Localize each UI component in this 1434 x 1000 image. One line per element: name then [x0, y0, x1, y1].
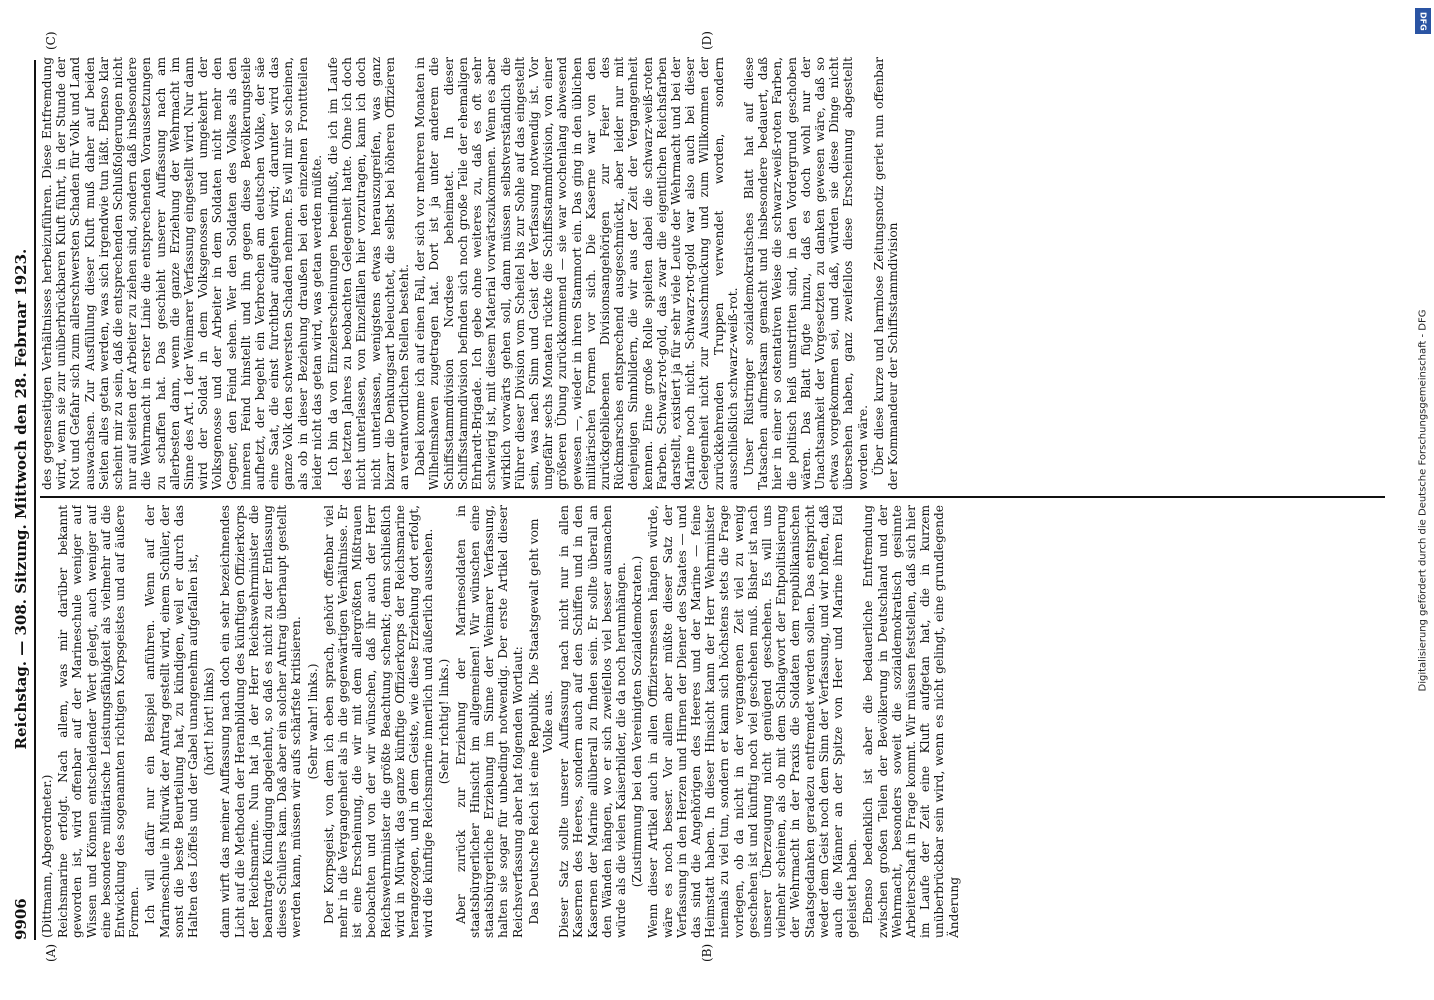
- digitization-watermark: [1412, 0, 1434, 1000]
- session-title: Reichstag. — 308. Sitzung. Mittwoch den 28. Februar 1923.: [12, 248, 30, 750]
- interjection: (hört! hört! links): [202, 667, 217, 776]
- margin-marker-a: (A): [44, 943, 58, 962]
- dfg-logo: DFG: [1415, 8, 1431, 34]
- paragraph: Aber zurück zur Erziehung der Marinesoldaten in staatsbürgerlicher Hinsicht im allgemeinen! Wir wünschen eine staatsbürgerliche Erziehung im Sinne der Weimarer Verfassung, halten sie sogar für unbedingt notwendig. Der erste Artikel dieser Reichsverfassung aber hat folgenden Wortlaut:: [453, 505, 525, 938]
- paragraph: Dieser Satz sollte unserer Auffassung nach nicht nur in allen Kasernen des Heeres, sondern auch auf den Schiffen und in den Kasernen der Marine allüberall zu finden sein. Er sollte überall an den Wänden hängen, wo er sich zweifellos viel besser ausmachen würde als die vielen Kaiserbilder, die da noch herumhängen.: [557, 505, 628, 938]
- quotation: Das Deutsche Reich ist eine Republik. Die Staatsgewalt geht vom Volke aus.: [526, 518, 555, 925]
- paragraph: Der Korpsgeist, von dem ich eben sprach, gehört offenbar viel mehr in die Vergangenheit als in die gegenwärtigen Verhältnisse. Er ist eine Erscheinung, die wir mit dem allergrößten Mißtrauen beobachten und von der wir wünschen, daß ihr auch der Herr Reichswehrminister die größte Beachtung schenkt; denn schließlich wird in Mürwik das ganze künftige Offizierkorps der Reichsmarine herangezogen, und in dem Geiste, wie diese Erziehung dort erfolgt, wird die künftige Reichsmarine innerlich und äußerlich aussehen.: [321, 505, 436, 938]
- left-text-column: [40, 505, 1390, 938]
- interjection: (Sehr wahr! links.): [305, 663, 320, 780]
- paragraph: dann wirft das meiner Auffassung nach doch ein sehr bezeichnendes Licht auf die Methoden der Heranbildung des künftigen Offizierkorps der Reichsmarine. Nun hat ja der Herr Reichswehrminister die beantragte Kündigung abgelehnt, so daß es nicht zu der Entlassung dieses Schülers kam. Daß aber ein solcher Antrag überhaupt gestellt werden kann, müssen wir aufs schärfste kritisieren.: [218, 505, 304, 938]
- paragraph: Reichsmarine erfolgt. Nach allem, was mir darüber bekannt geworden ist, wird offenbar auf der Marineschule weniger auf Wissen und Können entscheidender Wert gelegt, auch weniger auf eine besondere militärische Leistungsfähigkeit als vielmehr auf die Entwicklung des sogenannten richtigen Korpsgeistes und auf äußere Formen.: [56, 505, 142, 938]
- interjection: (Zustimmung bei den Vereinigten Sozialdemokraten.): [630, 555, 645, 888]
- paragraph: Unser Rüstringer sozialdemokratisches Blatt hat auf diese Tatsachen aufmerksam gemacht und insbesondere bedauert, daß hier in einer so ostentativen Weise die schwarz-weiß-roten Farben, die politisch heiß umstritten sind, in den Vordergrund geschoben wären. Das Blatt fügte hinzu, daß es doch wohl nur der Unachtsamkeit der Vorgesetzten zu danken gewesen wäre, daß so etwas vorgekommen sei, und daß, würden sie diese Dinge nicht übersehen haben, ganz zweifellos diese Erscheinung abgestellt worden wäre.: [741, 57, 870, 490]
- paragraph: Wenn dieser Artikel auch in allen Offiziersmessen hängen würde, wäre es noch besser. Vor allem aber müßte dieser Satz der Verfassung in den Herzen und Hirnen der Diener des Staates — und das sind die Angehörigen des Heeres und der Marine — feine Heimstatt haben. In dieser Hinsicht kann der Herr Wehrminister niemals zu viel tun, sondern er kann sich höchstens stets die Frage vorlegen, ob da nicht in der vergangenen Zeit viel zu wenig geschehen ist und künftig noch viel geschehen muß. Bisher ist nach unserer Überzeugung nicht genügend geschehen. Es will uns vielmehr scheinen, als ob mit dem Schlagwort der Entpolitisierung der Wehrmacht in der Praxis die Soldaten dem republikanischen Staatsgedanken geradezu entfremdet werden sollen. Das entspricht weder dem Geist noch dem Sinn der Verfassung, und wir hoffen, daß auch die Männer an der Spitze von Heer und Marine ihren Eid geleistet haben.: [646, 505, 860, 938]
- interjection: (Sehr richtig! links.): [437, 658, 452, 785]
- page-number: 9906: [12, 898, 30, 940]
- column-divider: [40, 496, 1385, 498]
- paragraph: des gegenseitigen Verhältnisses herbeizuführen. Diese Entfremdung wird, wenn sie zur unüberbrückbaren Kluft führt, in der Stunde der Not und Gefahr sich zum allerschwersten Schaden für Volk und Land auswachsen. Zur Ausfüllung dieser Kluft muß daher auf beiden Seiten alles getan werden, was sich irgendwie tun läßt. Ebenso klar scheint mir zu sein, daß die entsprechenden Schlußfolgerungen nicht nur auf seiten der Arbeiter zu ziehen sind, sondern daß insbesondere die Wehrmacht in erster Linie die entsprechenden Voraussetzungen zu schaffen hat. Das geschieht unserer Auffassung nach am allerbesten dann, wenn die ganze Erziehung der Wehrmacht im Sinne des Art. 1 der Weimarer Verfassung eingestellt wird. Nur dann wird der Soldat in dem Volksgenossen und umgekehrt der Volksgenosse und der Arbeiter in dem Soldaten nicht mehr den Gegner, den Feind sehen. Wer den Soldaten des Volkes als den inneren Feind hinstellt und ihn gegen diese Bevölkerungsteile aufhetzt, der begeht ein Verbrechen am deutschen Volke, der säe eine Saat, die einst furchtbar aufgehen wird; darunter wird das ganze Volk den schwersten Schaden nehmen. Es will mir so scheinen, als ob in dieser Beziehung draußen bei den einzelnen Fronttteilen leider nicht das getan wird, was getan werden müßte.: [40, 57, 324, 490]
- watermark-text: Digitalisierung gefördert durch die Deutsche Forschungsgemeinschaft - DFG: [1417, 308, 1429, 692]
- margin-marker-c: (C): [44, 31, 58, 50]
- paragraph: Ich will dafür nur ein Beispiel anführen. Wenn auf der Marineschule in Mürwik der Antrag gestellt wird, einem Schüler, der sonst die beste Beurteilung hat, zu kündigen, weil er durch das Halten des Löffels und der Gabel unangenehm aufgefallen ist,: [143, 505, 201, 938]
- paragraph: Ich bin da von Einzelerscheinungen beeinflußt, die ich im Laufe des letzten Jahres zu beobachten Gelegenheit hatte. Ohne ich doch nicht unterlassen, von Einzelfällen hier vorzutragen, kann ich doch nicht unterlassen, wenigstens etwas herauszugreifen, was ganz bizarr die Denkungsart beleuchtet, die selbst bei höheren Offizieren an verantwortlichen Stellen besteht.: [326, 57, 412, 490]
- margin-marker-b: (B): [700, 943, 714, 962]
- paragraph: Ebenso bedenklich ist aber die bedauerliche Entfremdung zwischen großen Teilen der Bevölkerung in Deutschland und der Wehrmacht, besonders soweit die sozialdemokratisch gesinnte Arbeiterschaft in Frage kommt. Wir müssen feststellen, daß sich hier im Laufe der Zeit eine Kluft aufgetan hat, die in kurzem unüberbrückbar sein wird, wenn es nicht gelingt, eine grundlegende Änderung: [861, 505, 961, 938]
- margin-marker-d: (D): [700, 31, 714, 50]
- paragraph: Über diese kurze und harmlose Zeitungsnotiz geriet nun offenbar der Kommandeur der Schiffsstammdivision: [871, 57, 900, 490]
- right-text-column: [40, 57, 1390, 490]
- speaker-line: (Dittmann, Abgeordneter.): [40, 774, 54, 938]
- paragraph: Dabei komme ich auf einen Fall, der sich vor mehreren Monaten in Wilhelmshaven zugetragen hat. Dort ist ja unter anderem die Schiffsstammdivision Nordsee beheimatet. In dieser Schiffsstammdivision befinden sich noch große Teile der ehemaligen Ehrhardt-Brigade. Ich gebe ohne weiteres zu, daß es oft sehr schwierig ist, mit diesem Material vorwärtszukommen. Wenn es aber wirklich vorwärts gehen soll, dann müssen selbstverständlich die Führer dieser Division vom Scheitel bis zur Sohle auf das eingestellt sein, was nach Sinn und Geist der Verfassung notwendig ist. Vor ungefähr sechs Monaten rückte die Schiffsstammdivision, von einer größeren Übung zurückkommend — sie war wochenlang abwesend gewesen —, wieder in ihren Stammort ein. Das ging in den üblichen militärischen Formen vor sich. Die Kaserne war von den zurückgebliebenen Divisionsangehörigen zur Feier des Rückmarsches entsprechend ausgeschmückt, aber leider nur mit denjenigen Sinnbildern, die wir aus der Zeit der Vergangenheit kennen. Eine große Rolle spielten dabei die schwarz-weiß-roten Farben. Schwarz-rot-gold, das zwar die eigentlichen Reichsfarben darstellt, existiert ja für sehr viele Leute der Wehrmacht und bei der Marine noch nicht. Schwarz-rot-gold war also auch bei dieser Gelegenheit nicht zur Ausschmückung und zum Willkommen der zurückkehrenden Truppen verwendet worden, sondern ausschließlich schwarz-weiß-rot.: [413, 57, 740, 490]
- page-header: [8, 60, 36, 940]
